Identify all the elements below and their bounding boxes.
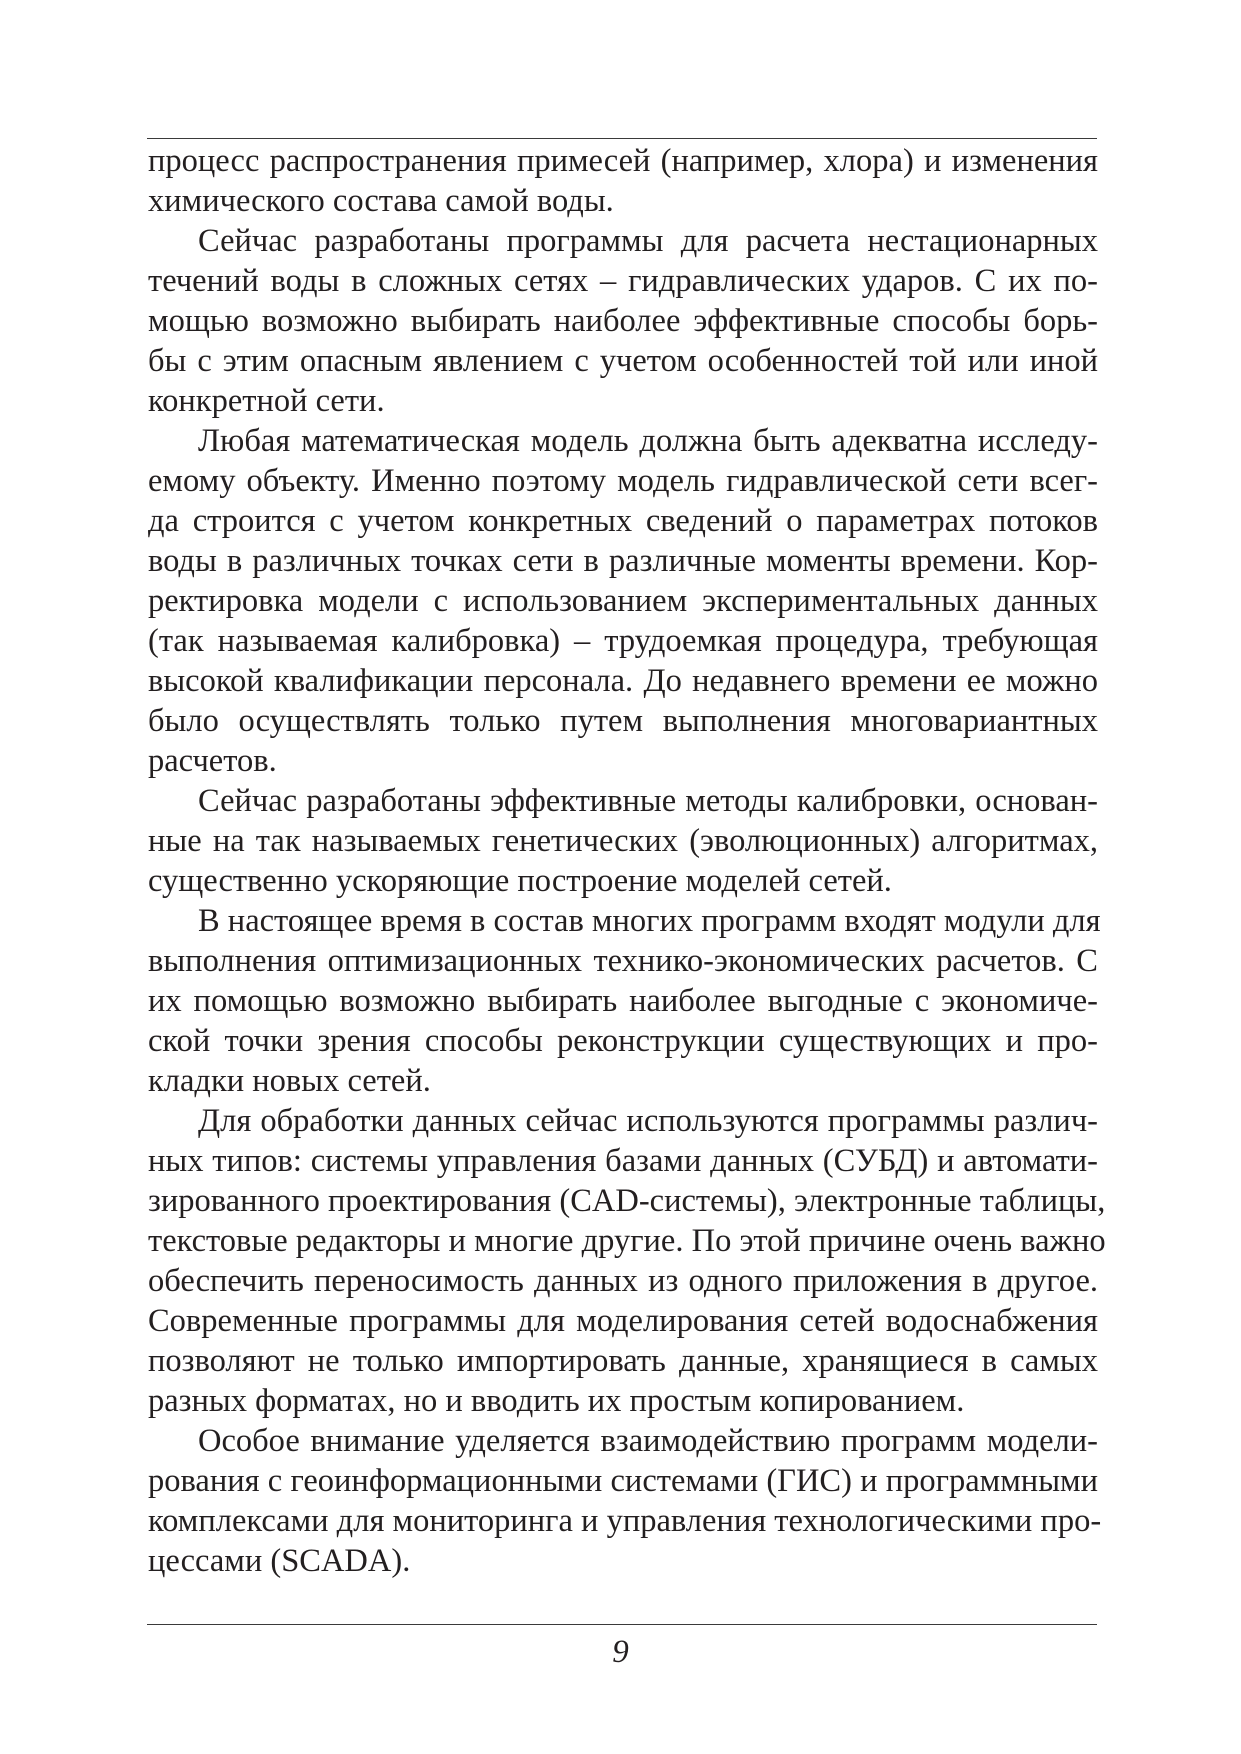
- paragraph: [148, 141, 1098, 221]
- paragraph: [148, 221, 1098, 421]
- text-line: высокой квалификации персонала. До недавнего времени ее можно: [148, 663, 1098, 699]
- paragraph: [148, 781, 1098, 901]
- footer-rule: [147, 1624, 1097, 1625]
- header-rule: [147, 138, 1097, 139]
- text-line: обеспечить переносимость данных из одного приложения в другое.: [148, 1263, 1098, 1299]
- text-line: (так называемая калибровка) – трудоемкая процедура, требующая: [148, 623, 1098, 659]
- paragraph: [148, 901, 1101, 1101]
- text-line: В настоящее время в состав многих программ входят модули для: [198, 903, 1101, 939]
- text-line: позволяют не только импортировать данные, хранящиеся в самых: [148, 1343, 1098, 1379]
- text-line: комплексами для мониторинга и управления технологическими про-: [148, 1503, 1102, 1539]
- text-line: зированного проектирования (CAD-системы), электронные таблицы,: [148, 1183, 1106, 1219]
- text-line: ных типов: системы управления базами данных (СУБД) и автомати-: [148, 1143, 1098, 1179]
- text-line: Для обработки данных сейчас используются программы различ-: [198, 1103, 1098, 1139]
- text-line: ской точки зрения способы реконструкции существующих и про-: [148, 1023, 1098, 1059]
- text-line: конкретной сети.: [148, 383, 385, 419]
- text-line: бы с этим опасным явлением с учетом особенностей той или иной: [148, 343, 1098, 379]
- text-line: кладки новых сетей.: [148, 1063, 431, 1099]
- text-line: цессами (SCADA).: [148, 1543, 411, 1579]
- text-line: процесс распространения примесей (например, хлора) и изменения: [148, 143, 1098, 179]
- text-line: Сейчас разработаны программы для расчета нестационарных: [198, 223, 1098, 259]
- text-line: разных форматах, но и вводить их простым копированием.: [148, 1383, 965, 1419]
- text-line: их помощью возможно выбирать наиболее выгодные с экономиче-: [148, 983, 1098, 1019]
- paragraph: [148, 421, 1098, 781]
- text-line: Сейчас разработаны эффективные методы калибровки, основан-: [198, 783, 1098, 819]
- text-line: рования с геоинформационными системами (ГИС) и программными: [148, 1463, 1098, 1499]
- text-line: емому объекту. Именно поэтому модель гидравлической сети всег-: [148, 463, 1098, 499]
- text-line: Любая математическая модель должна быть адекватна исследу-: [198, 423, 1098, 459]
- page-number: 9: [612, 1634, 629, 1670]
- text-line: ректировка модели с использованием экспериментальных данных: [148, 583, 1098, 619]
- paragraph: [148, 1101, 1106, 1421]
- text-line: мощью возможно выбирать наиболее эффективные способы борь-: [148, 303, 1098, 339]
- text-line: существенно ускоряющие построение моделей сетей.: [148, 863, 892, 899]
- text-line: расчетов.: [148, 743, 277, 779]
- text-line: течений воды в сложных сетях – гидравлических ударов. С их по-: [148, 263, 1098, 299]
- text-line: да строится с учетом конкретных сведений о параметрах потоков: [148, 503, 1098, 539]
- text-line: воды в различных точках сети в различные моменты времени. Кор-: [148, 543, 1098, 579]
- body-text: [148, 141, 1106, 1581]
- text-line: химического состава самой воды.: [148, 183, 614, 219]
- text-line: Современные программы для моделирования сетей водоснабжения: [148, 1303, 1098, 1339]
- text-line: было осуществлять только путем выполнения многовариантных: [148, 703, 1098, 739]
- text-line: ные на так называемых генетических (эволюционных) алгоритмах,: [148, 823, 1098, 859]
- paragraph: [148, 1421, 1102, 1581]
- text-line: текстовые редакторы и многие другие. По этой причине очень важно: [148, 1223, 1106, 1259]
- text-line: Особое внимание уделяется взаимодействию программ модели-: [198, 1423, 1098, 1459]
- text-line: выполнения оптимизационных технико-экономических расчетов. С: [148, 943, 1098, 979]
